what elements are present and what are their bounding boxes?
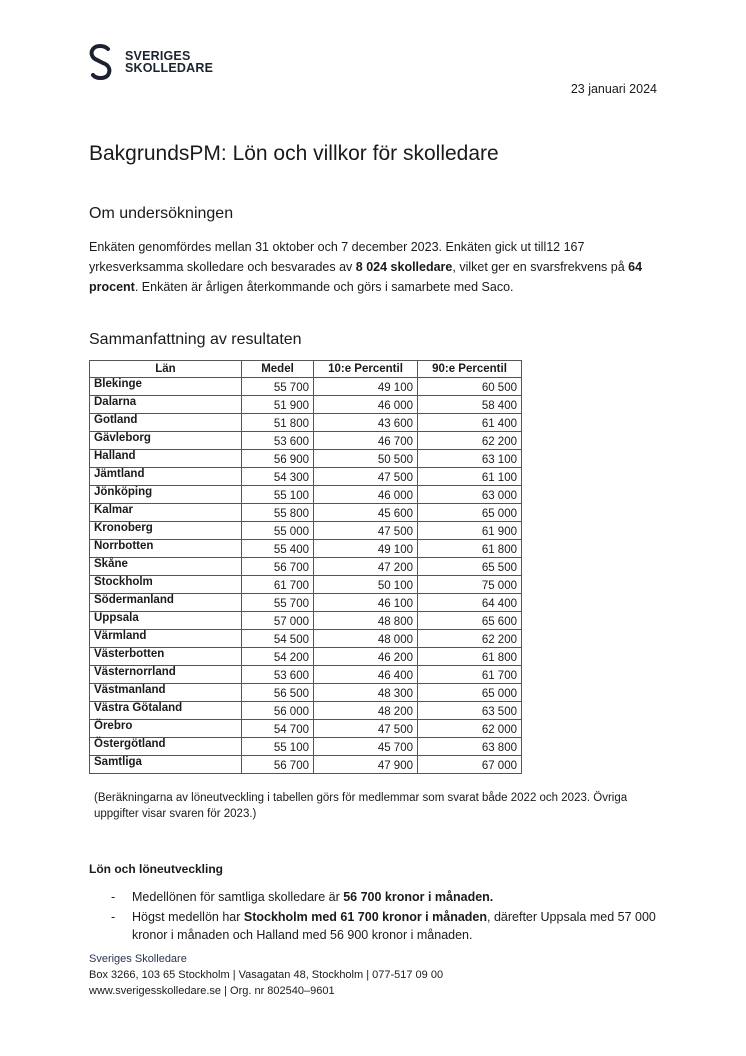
value-cell: 61 100 — [418, 468, 522, 486]
table-row — [90, 522, 522, 540]
salary-bullet-list — [89, 888, 659, 946]
value-cell: 55 100 — [242, 738, 314, 756]
table-row — [90, 468, 522, 486]
value-cell: 64 400 — [418, 594, 522, 612]
results-table — [89, 360, 522, 774]
about-text-3: . Enkäten är årligen återkommande och görs i samarbete med Saco. — [134, 280, 514, 294]
region-cell: Jämtland — [90, 468, 242, 486]
table-row — [90, 558, 522, 576]
value-cell: 65 000 — [418, 684, 522, 702]
bullet-marker: - — [111, 890, 116, 904]
logo-line-1: SVERIGES — [125, 49, 191, 63]
region-cell: Västra Götaland — [90, 702, 242, 720]
table-row — [90, 702, 522, 720]
table-row — [90, 738, 522, 756]
value-cell: 57 000 — [242, 612, 314, 630]
table-row — [90, 450, 522, 468]
value-cell: 56 700 — [242, 756, 314, 774]
bullet-2-text-2: , därefter Uppsala med 57 000 kronor i månaden och Halland med 56 900 kronor i månaden. — [132, 910, 656, 942]
value-cell: 63 800 — [418, 738, 522, 756]
table-row — [90, 666, 522, 684]
value-cell: 58 400 — [418, 396, 522, 414]
value-cell: 45 700 — [314, 738, 418, 756]
region-cell: Blekinge — [90, 378, 242, 396]
footer-org: Sveriges Skolledare — [89, 953, 187, 965]
value-cell: 47 500 — [314, 468, 418, 486]
region-cell: Värmland — [90, 630, 242, 648]
value-cell: 45 600 — [314, 504, 418, 522]
column-header: 90:e Percentil — [418, 361, 522, 378]
region-cell: Södermanland — [90, 594, 242, 612]
value-cell: 67 000 — [418, 756, 522, 774]
table-row — [90, 378, 522, 396]
value-cell: 54 200 — [242, 648, 314, 666]
about-bold-2: 64 procent — [89, 260, 643, 294]
document-date: 23 januari 2024 — [570, 82, 657, 96]
value-cell: 61 800 — [418, 648, 522, 666]
table-row — [90, 756, 522, 774]
region-cell: Stockholm — [90, 576, 242, 594]
region-cell: Dalarna — [90, 396, 242, 414]
value-cell: 50 500 — [314, 450, 418, 468]
value-cell: 48 800 — [314, 612, 418, 630]
value-cell: 54 500 — [242, 630, 314, 648]
region-cell: Kalmar — [90, 504, 242, 522]
table-row — [90, 684, 522, 702]
value-cell: 47 500 — [314, 522, 418, 540]
value-cell: 62 000 — [418, 720, 522, 738]
value-cell: 43 600 — [314, 414, 418, 432]
table-row — [90, 414, 522, 432]
logo-text — [125, 50, 213, 74]
table-header-row — [90, 361, 522, 378]
table-row — [90, 720, 522, 738]
page-title: BakgrundsPM: Lön och villkor för skolledare — [89, 142, 499, 165]
region-cell: Västmanland — [90, 684, 242, 702]
value-cell: 55 000 — [242, 522, 314, 540]
logo-s-icon — [88, 43, 114, 81]
bullet-2-bold: Stockholm med 61 700 kronor i månaden — [243, 910, 488, 924]
column-header: 10:e Percentil — [314, 361, 418, 378]
value-cell: 46 700 — [314, 432, 418, 450]
bullet-2-text-1: Högst medellön har — [132, 910, 244, 924]
value-cell: 62 200 — [418, 432, 522, 450]
logo-line-2: SKOLLEDARE — [125, 61, 214, 75]
about-heading: Om undersökningen — [89, 205, 234, 222]
about-text-1: Enkäten genomfördes mellan 31 oktober och 7 december 2023. Enkäten gick ut till12 167 yrkesverksamma skolledare och besvarades av — [89, 240, 585, 274]
value-cell: 48 200 — [314, 702, 418, 720]
footer — [89, 951, 443, 999]
value-cell: 46 000 — [314, 396, 418, 414]
value-cell: 61 700 — [242, 576, 314, 594]
value-cell: 61 900 — [418, 522, 522, 540]
region-cell: Västernorrland — [90, 666, 242, 684]
region-cell: Kronoberg — [90, 522, 242, 540]
region-cell: Samtliga — [90, 756, 242, 774]
value-cell: 56 700 — [242, 558, 314, 576]
value-cell: 63 000 — [418, 486, 522, 504]
value-cell: 56 900 — [242, 450, 314, 468]
value-cell: 75 000 — [418, 576, 522, 594]
bullet-1-bold: 56 700 kronor i månaden. — [343, 890, 494, 904]
value-cell: 48 000 — [314, 630, 418, 648]
list-item — [89, 908, 659, 944]
value-cell: 53 600 — [242, 666, 314, 684]
region-cell: Halland — [90, 450, 242, 468]
table-row — [90, 486, 522, 504]
value-cell: 61 400 — [418, 414, 522, 432]
column-header: Medel — [242, 361, 314, 378]
value-cell: 55 700 — [242, 378, 314, 396]
value-cell: 47 200 — [314, 558, 418, 576]
footer-address: Box 3266, 103 65 Stockholm | Vasagatan 48, Stockholm | 077-517 09 00 — [89, 969, 444, 981]
region-cell: Norrbotten — [90, 540, 242, 558]
region-cell: Skåne — [90, 558, 242, 576]
value-cell: 55 100 — [242, 486, 314, 504]
value-cell: 65 500 — [418, 558, 522, 576]
region-cell: Gotland — [90, 414, 242, 432]
region-cell: Uppsala — [90, 612, 242, 630]
value-cell: 61 800 — [418, 540, 522, 558]
region-cell: Örebro — [90, 720, 242, 738]
value-cell: 46 100 — [314, 594, 418, 612]
table-row — [90, 576, 522, 594]
value-cell: 62 200 — [418, 630, 522, 648]
table-row — [90, 648, 522, 666]
logo — [88, 43, 213, 81]
value-cell: 46 000 — [314, 486, 418, 504]
about-paragraph — [89, 237, 664, 297]
value-cell: 50 100 — [314, 576, 418, 594]
value-cell: 61 700 — [418, 666, 522, 684]
value-cell: 49 100 — [314, 540, 418, 558]
list-item — [89, 888, 659, 906]
value-cell: 56 000 — [242, 702, 314, 720]
footer-web: www.sverigesskolledare.se | Org. nr 802540–9601 — [89, 985, 335, 997]
table-row — [90, 432, 522, 450]
column-header: Län — [90, 361, 242, 378]
about-text-2: , vilket ger en svarsfrekvens på — [452, 260, 629, 274]
table-row — [90, 594, 522, 612]
value-cell: 47 900 — [314, 756, 418, 774]
table-note: (Beräkningarna av löneutveckling i tabellen görs för medlemmar som svarat både 2022 och 2023. Övriga uppgifter visar svaren för 2023.) — [94, 792, 628, 820]
value-cell: 46 200 — [314, 648, 418, 666]
table-row — [90, 630, 522, 648]
value-cell: 54 300 — [242, 468, 314, 486]
value-cell: 65 000 — [418, 504, 522, 522]
value-cell: 46 400 — [314, 666, 418, 684]
table-row — [90, 612, 522, 630]
value-cell: 55 400 — [242, 540, 314, 558]
value-cell: 53 600 — [242, 432, 314, 450]
bullet-1-text: Medellönen för samtliga skolledare är — [132, 890, 344, 904]
table-row — [90, 504, 522, 522]
value-cell: 55 700 — [242, 594, 314, 612]
value-cell: 47 500 — [314, 720, 418, 738]
value-cell: 54 700 — [242, 720, 314, 738]
region-cell: Östergötland — [90, 738, 242, 756]
bullet-marker: - — [111, 910, 116, 924]
summary-heading: Sammanfattning av resultaten — [89, 331, 302, 348]
region-cell: Västerbotten — [90, 648, 242, 666]
value-cell: 63 100 — [418, 450, 522, 468]
value-cell: 51 900 — [242, 396, 314, 414]
value-cell: 51 800 — [242, 414, 314, 432]
table-row — [90, 540, 522, 558]
region-cell: Jönköping — [90, 486, 242, 504]
value-cell: 55 800 — [242, 504, 314, 522]
value-cell: 49 100 — [314, 378, 418, 396]
region-cell: Gävleborg — [90, 432, 242, 450]
about-bold-1: 8 024 skolledare — [355, 260, 453, 274]
value-cell: 56 500 — [242, 684, 314, 702]
value-cell: 63 500 — [418, 702, 522, 720]
salary-heading: Lön och löneutveckling — [89, 862, 224, 876]
value-cell: 60 500 — [418, 378, 522, 396]
table-row — [90, 396, 522, 414]
value-cell: 65 600 — [418, 612, 522, 630]
value-cell: 48 300 — [314, 684, 418, 702]
